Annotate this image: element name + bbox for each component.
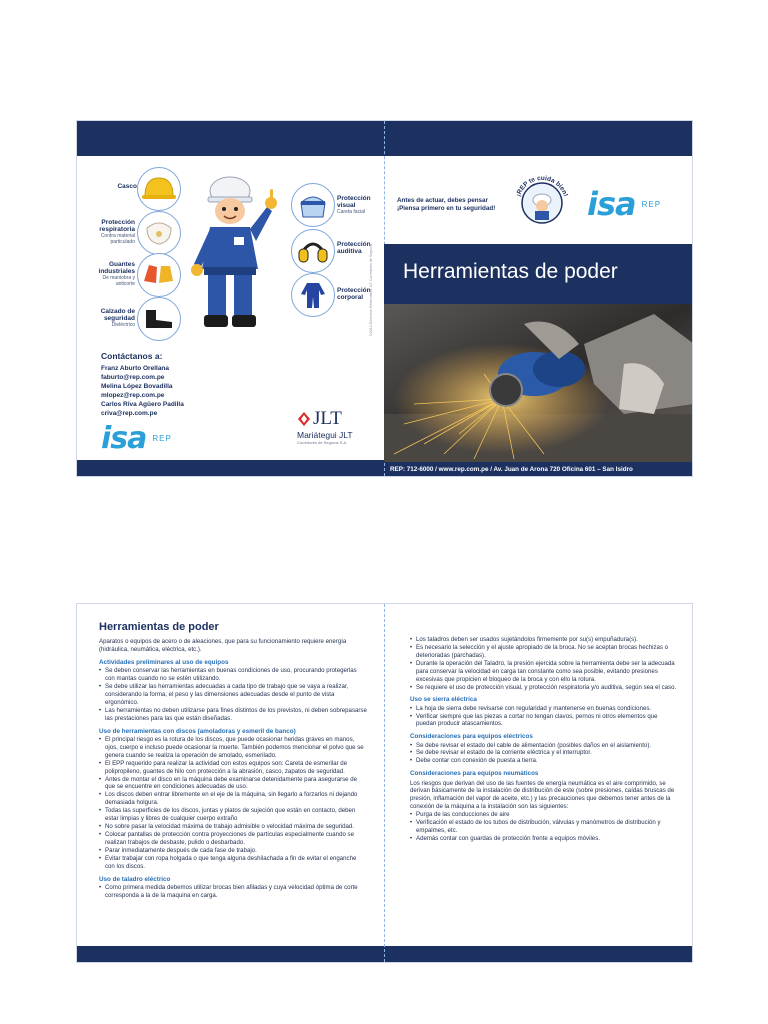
contact-block [101, 351, 184, 419]
boots-icon [137, 297, 181, 341]
ppe-helmet-label: Casco [117, 183, 137, 190]
list-item: • Se requiere el uso de protección visual, y protección respiratoria y/o auditiva, según sea el caso. [410, 684, 678, 692]
isa-logo [101, 421, 172, 456]
section-list [410, 636, 678, 691]
list-item: • Verificar siempre que las piezas a cortar no tengan clavos, pernos ni otros elementos que puedan producir atascamientos. [410, 713, 678, 729]
contact-line: Carlos Riva Agüero Padilla [101, 400, 184, 408]
svg-text:¡REP te cuida bien!: ¡REP te cuida bien! [515, 174, 569, 198]
list-item: • Es necesario la selección y el ajuste apropiado de la broca. No se aceptan brocas hechizas o deterioradas (parchadas). [410, 644, 678, 660]
ppe-auditiva-label: Protección auditiva [337, 241, 371, 256]
list-item: • Se debe revisar el estado del cable de alimentación (posibles daños en el aislamiento). [410, 742, 678, 750]
isa-logo-cover [587, 185, 661, 223]
face-shield-icon [291, 183, 335, 227]
jlt-logo [297, 409, 377, 445]
respirator-icon [137, 211, 181, 255]
list-item: • Colocar pantallas de protección contra proyecciones de partículas especialmente cuando se realizan trabajos de desbaste, pulido o desbarbado. [99, 831, 367, 847]
jlt-mark: JLT [297, 409, 377, 428]
brochure-cover [76, 120, 693, 477]
list-item: • El principal riesgo es la rotura de los discos, que puede ocasionar heridas graves en manos, ojos, cuerpo e incluso puede ocasionar la muerte. También podemos mencionar el polvo que se genera cuando se realiza la operación de amolado, esmerilado. [99, 736, 367, 760]
cover-footer: REP: 712-6000 / www.rep.com.pe / Av. Juan de Arona 720 Oficina 601 – San Isidro [390, 466, 633, 473]
left-text-column [99, 620, 367, 900]
list-item: • La hoja de sierra debe revisarse con regularidad y mantenerse en buenas condiciones. [410, 705, 678, 713]
before-acting-text: Antes de actuar, debes pensar ¡Piensa primero en tu seguridad! [397, 197, 496, 213]
jlt-subtitle: Corredores de Seguros S.A. [297, 440, 348, 445]
list-item: • Además contar con guardas de protección frente a equipos móviles. [410, 835, 678, 843]
contact-line: Franz Aburto Orellana [101, 364, 170, 372]
earmuffs-icon [291, 229, 335, 273]
list-item: • Debe contar con conexión de puesta a tierra. [410, 757, 678, 765]
section-heading: Consideraciones para equipos eléctricos [410, 733, 533, 741]
contact-line: faburto@rep.com.pe [101, 373, 165, 381]
grinding-sparks-photo [384, 304, 693, 462]
section-list [410, 742, 678, 766]
isa-wordmark-cover: isa [587, 185, 636, 223]
cover-title: Herramientas de poder [403, 260, 618, 283]
list-item: • Se debe revisar el estado de la corriente eléctrica y el interruptor. [410, 749, 678, 757]
section-list [410, 705, 678, 729]
list-item: • Verificación el estado de los tubos de distribución, válvulas y manómetros de distribución y empalmes, etc. [410, 819, 678, 835]
list-item: • Los discos deben entrar libremente en el eje de la máquina, sin llegarlo a forzarlos ni dejando demasiada holgura. [99, 791, 367, 807]
list-item: • Purga de las conducciones de aire [410, 811, 678, 819]
list-item: • Antes de montar el disco en la máquina debe examinarse detenidamente para asegurarse de que se encuentre en condiciones adecuadas de uso. [99, 776, 367, 792]
contact-line: Melina López Bovadilla [101, 382, 173, 390]
section-list [410, 811, 678, 843]
section-heading: Actividades preliminares al uso de equipos [99, 659, 229, 667]
copyright-note: ©2014 Derechos Reservados JLT Corredores de Seguros [369, 243, 373, 336]
list-item: • El EPP requerido para realizar la actividad con estos equipos son: Careta de esmerilar de polipropileno, guantes de hilo con protección a la abrasión, casco, zapatos de seguridad. [99, 760, 367, 776]
coverall-icon [291, 273, 335, 317]
list-item: • Los taladros deben ser usados sujetándolos firmemente por su(s) empuñadura(s). [410, 636, 678, 644]
contact-heading: Contáctanos a: [101, 351, 163, 361]
section-heading: Consideraciones para equipos neumáticos [410, 770, 539, 778]
list-item: • Durante la operación del Taladro, la presión ejercida sobre la herramienta debe ser la adecuada para conservar la velocidad en carga tan constante como sea posible, evitando presiones excesivas que propicien el bloqueo de la broca y con ello la rotura. [410, 660, 678, 684]
section-list [99, 736, 367, 871]
ppe-respirator-label: Protección respiratoria Contra material particulado [99, 219, 135, 245]
ppe-visual-label: Protección visual Careta facial [337, 195, 371, 215]
list-item: • Las herramientas no deben utilizarse para fines distintos de los previstos, ni deben sobrepasarse las prestaciones para las que están diseñadas. [99, 707, 367, 723]
jlt-emblem-icon [297, 411, 311, 427]
ppe-gloves-label: Guantes industriales De maniobra y anticorte [98, 261, 135, 287]
list-item: • Parar inmediatamente después de cada fase de trabajo. [99, 847, 367, 855]
section-heading: Uso de taladro eléctrico [99, 875, 171, 883]
section-heading: Uso se sierra eléctrica [410, 696, 477, 704]
rep-mascot-badge-icon [509, 169, 575, 229]
isa-rep-label: REP [152, 434, 172, 443]
ppe-boots-label: Calzado de seguridad Dieléctrico [100, 308, 135, 328]
isa-rep-label-cover: REP [641, 199, 662, 209]
list-item: • No sobre pasar la velocidad máxima de trabajo admisible o velocidad máxima de seguridad. [99, 823, 367, 831]
list-item: • Se deben conservar las herramientas en buenas condiciones de uso, procurando protegerlas con mantas cuando no se estén utilizando. [99, 667, 367, 683]
list-item: • Se debe utilizar las herramientas adecuadas a cada tipo de trabajo que se vaya a realizar, considerando la forma, el peso y las dimensiones adecuadas desde el punto de vista ergonómico. [99, 683, 367, 707]
right-text-column [410, 636, 678, 843]
worker-illustration [182, 169, 292, 334]
jlt-name: Mariátegui JLT [297, 430, 353, 440]
section-paragraph: Los riesgos que derivan del uso de las fuentes de energía neumática es el aire comprimido, se derivan básicamente de la instalación de distribución de este (sobre presiones, caídas bruscas de presión, inflamación del vapor de aceite, etc.) y las precauciones que debemos tener antes de la conexión de la máquina a la instalación son las siguientes: [410, 779, 675, 811]
back-fold-line [384, 604, 385, 962]
gloves-icon [137, 253, 181, 297]
section-list [99, 884, 367, 900]
ppe-corporal-label: Protección corporal [337, 287, 371, 302]
brochure-inside [76, 603, 693, 963]
contact-line: criva@rep.com.pe [101, 409, 158, 417]
list-item: • Todas las superficies de los discos, juntas y platos de sujeción que están en contacto, deben estar limpias y libres de cualquier cuerpo extraño [99, 807, 367, 823]
list-item: • Evitar trabajar con ropa holgada o que tenga alguna deshilachada a fin de evitar el enganche con los discos. [99, 855, 367, 871]
list-item: • Como primera medida debemos utilizar brocas bien afiladas y cuya velocidad óptima de corte corresponda a la de la maquina en carga. [99, 884, 367, 900]
contact-line: mlopez@rep.com.pe [101, 391, 165, 399]
isa-wordmark: isa [101, 421, 147, 456]
section-list [99, 667, 367, 722]
helmet-icon [137, 167, 181, 211]
doc-title: Herramientas de poder [99, 621, 219, 633]
intro-paragraph: Aparatos o equipos de acero o de aleaciones, que para su funcionamiento requiere energía (hidráulica, neumática, eléctrica, etc.). [99, 638, 347, 654]
section-heading: Uso de herramientas con discos (amoladoras y esmeril de banco) [99, 727, 296, 735]
